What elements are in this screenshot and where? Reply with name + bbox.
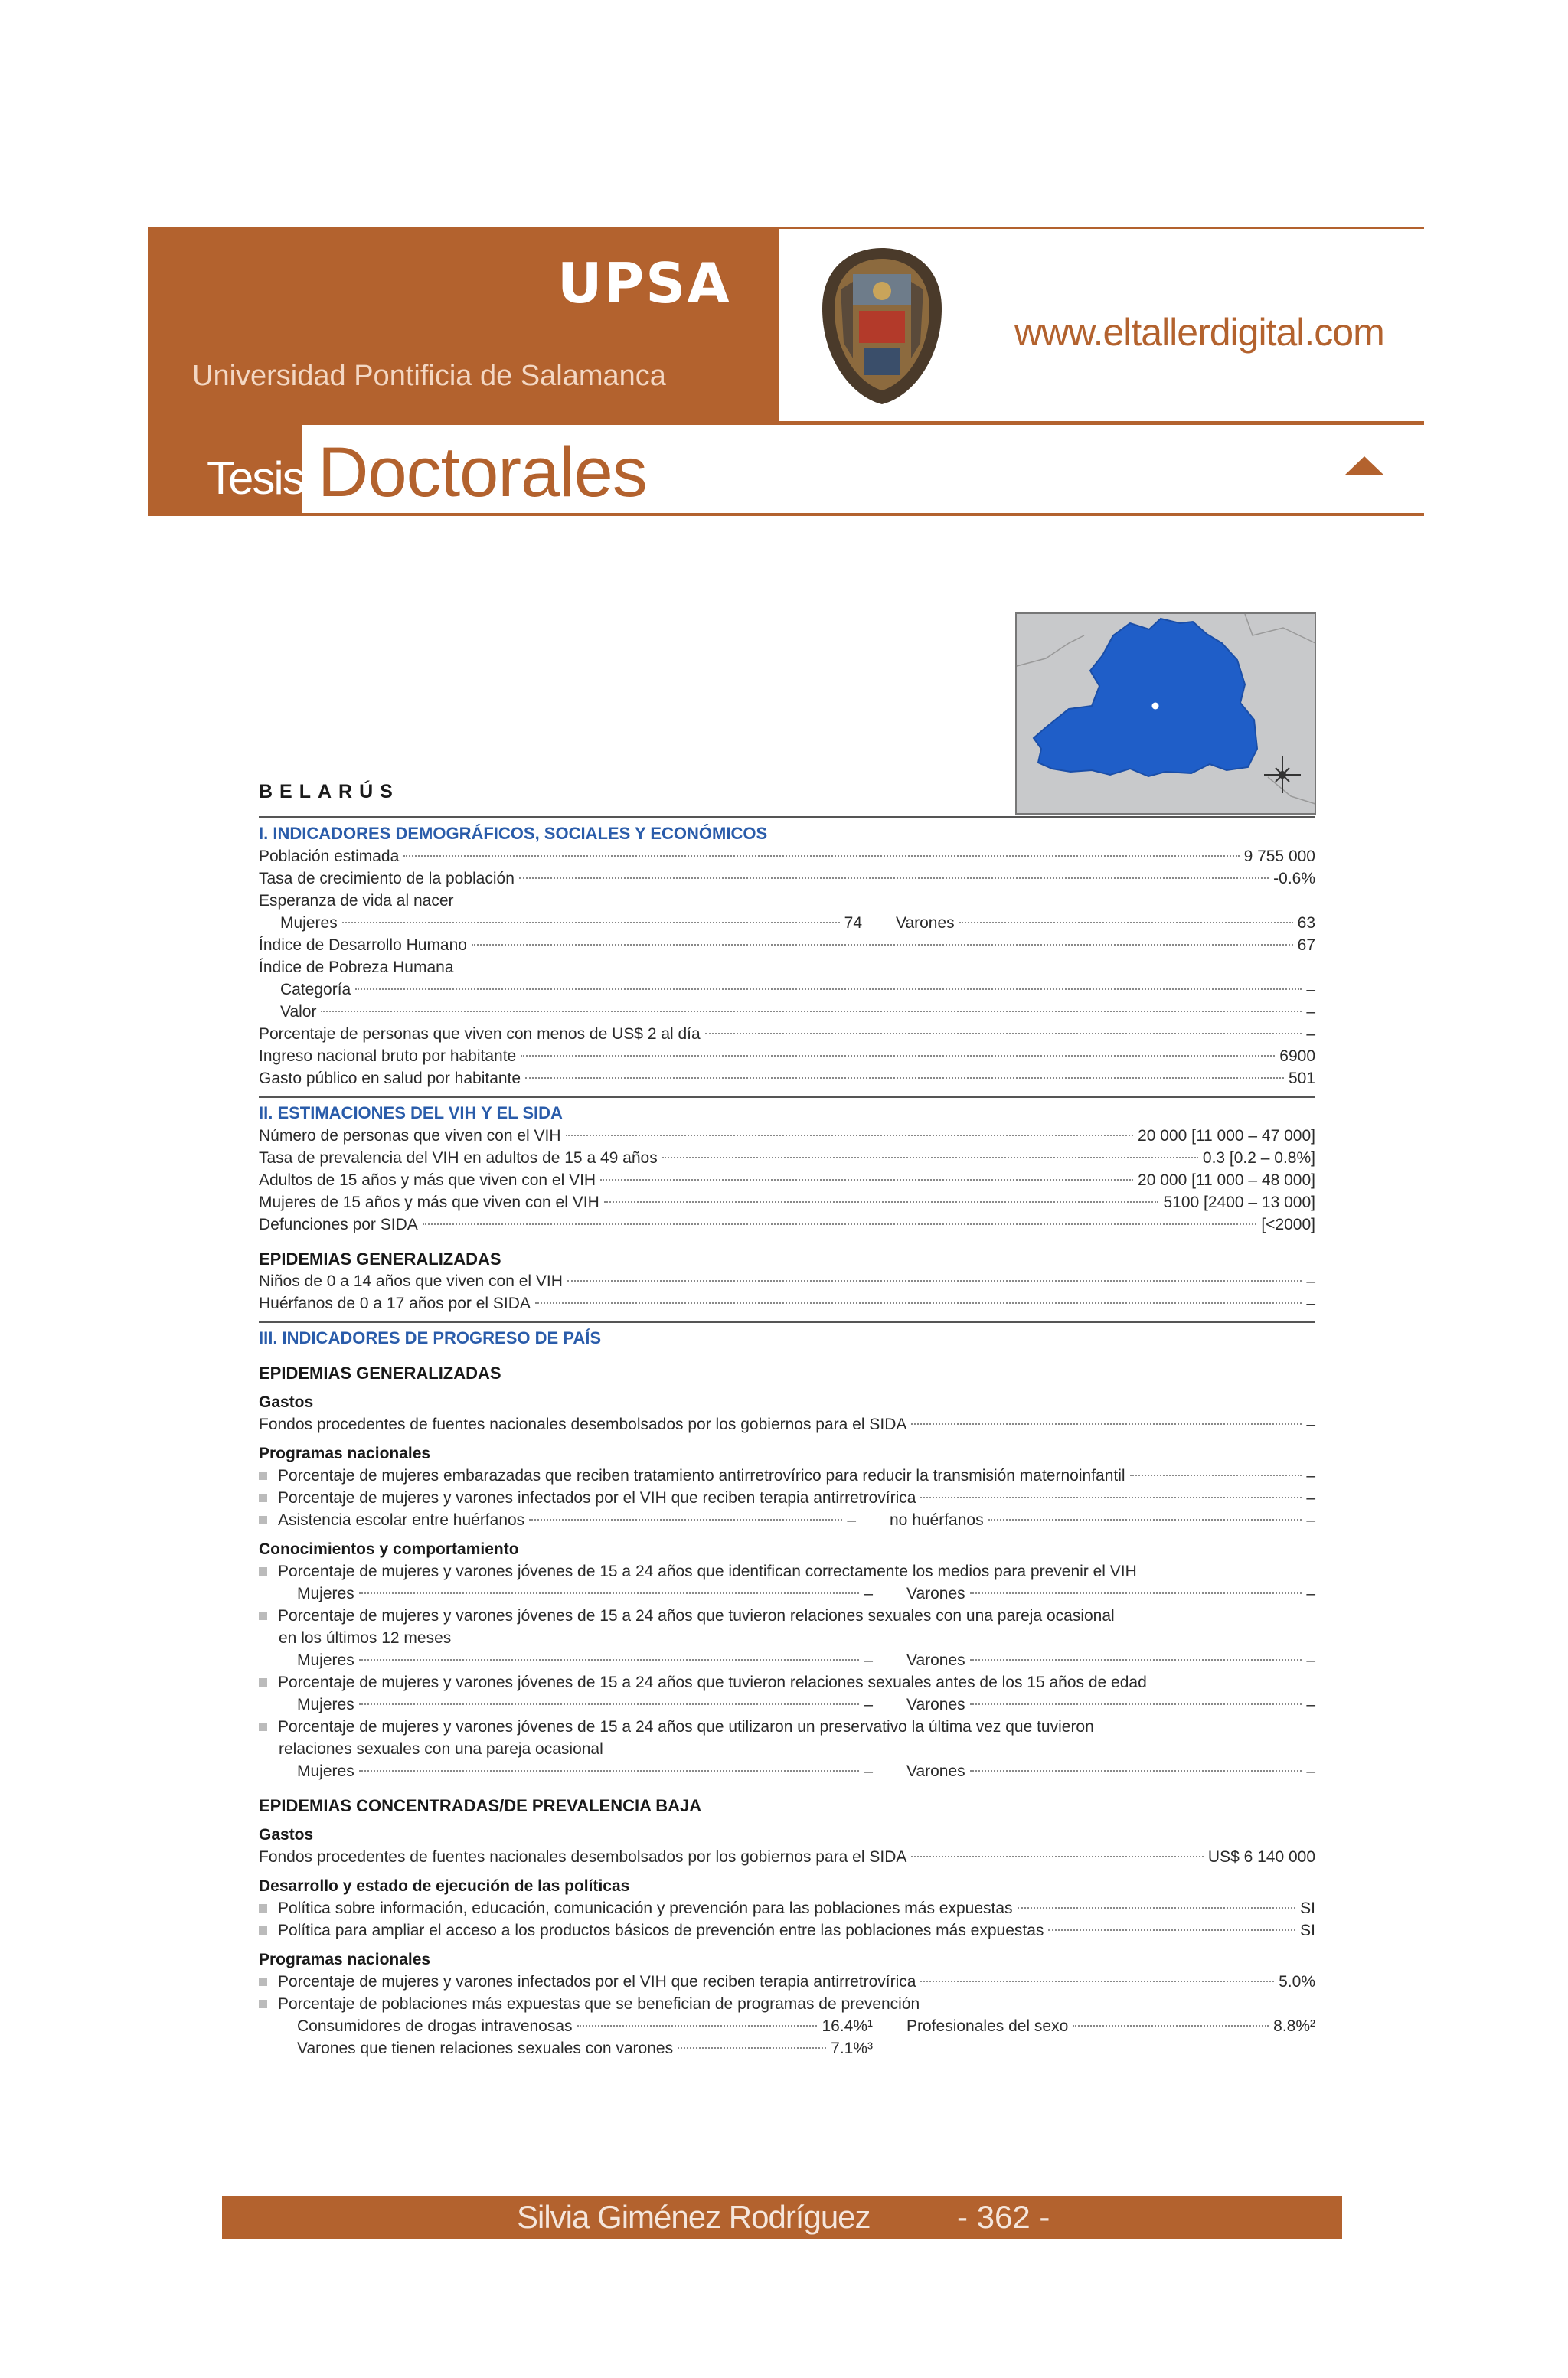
indicator-row — [259, 1270, 1315, 1292]
indicator-value: 5100 [2400 – 13 000] — [1163, 1194, 1315, 1211]
leader-dots — [321, 1011, 1302, 1012]
footer-bar — [222, 2196, 1342, 2239]
section-title: III. INDICADORES DE PROGRESO DE PAÍS — [259, 1328, 601, 1347]
indicator-row — [259, 1213, 1315, 1236]
indicator-row — [259, 1649, 1315, 1671]
bullet-icon — [259, 1494, 267, 1502]
group-title: Conocimientos y comportamiento — [259, 1540, 519, 1558]
leader-dots — [423, 1223, 1257, 1225]
header-top-rule — [779, 227, 1424, 229]
indicator-half — [297, 2015, 873, 2037]
indicator-half — [297, 2037, 873, 2060]
indicator-label: Porcentaje de mujeres y varones jóvenes de 15 a 24 años que utilizaron un preservativo la última vez que tuvieron — [278, 1718, 1094, 1736]
indicator-half — [890, 1509, 1315, 1531]
indicator-label: Política para ampliar el acceso a los productos básicos de prevención entre las poblaciones más expuestas — [278, 1922, 1044, 1939]
indicator-label: Varones — [906, 1651, 965, 1669]
indicator-label: Profesionales del sexo — [906, 2017, 1069, 2035]
indicator-half — [906, 1694, 1315, 1716]
indicator-value: 7.1%³ — [831, 2040, 873, 2057]
indicator-value: 501 — [1288, 1070, 1315, 1087]
indicator-value: – — [1306, 1511, 1315, 1529]
indicator-value: 16.4%¹ — [822, 2017, 873, 2035]
indicator-label: Varones — [906, 1696, 965, 1713]
country-report — [259, 781, 1315, 2060]
indicator-label: no huérfanos — [890, 1511, 984, 1529]
leader-dots — [970, 1592, 1302, 1594]
indicator-row — [259, 1971, 1315, 1993]
indicator-value: – — [1306, 1489, 1315, 1507]
indicator-value: – — [864, 1651, 873, 1669]
indicator-value: – — [1306, 1295, 1315, 1312]
country-name: BELARÚS — [259, 781, 400, 802]
indicator-half — [280, 912, 862, 934]
leader-dots — [678, 2047, 826, 2049]
leader-dots — [519, 877, 1269, 879]
indicator-label: Fondos procedentes de fuentes nacionales desembolsados por los gobiernos para el SIDA — [259, 1416, 907, 1433]
indicator-value: 63 — [1297, 914, 1315, 932]
upsa-logo: UPSA — [557, 251, 731, 315]
leader-dots — [970, 1703, 1302, 1705]
bullet-icon — [259, 1978, 267, 1986]
indicator-value: – — [1306, 1272, 1315, 1290]
indicator-value: – — [1306, 1003, 1315, 1021]
indicator-label: Varones — [896, 914, 955, 932]
indicator-label: Porcentaje de mujeres y varones infectados por el VIH que reciben terapia antirretrovírica — [278, 1973, 916, 1991]
indicator-value: 20 000 [11 000 – 48 000] — [1138, 1171, 1315, 1189]
indicator-half — [297, 1760, 873, 1782]
university-crest-icon — [813, 243, 951, 408]
author-name: Silvia Giménez Rodríguez — [517, 2199, 871, 2235]
leader-dots — [970, 1770, 1302, 1772]
leader-dots — [604, 1201, 1159, 1203]
indicator-half — [906, 1760, 1315, 1782]
indicator-label: Ingreso nacional bruto por habitante — [259, 1047, 517, 1065]
leader-dots — [359, 1703, 860, 1705]
indicator-label: Huérfanos de 0 a 17 años por el SIDA — [259, 1295, 531, 1312]
indicator-row — [259, 1169, 1315, 1191]
leader-dots — [920, 1981, 1274, 1982]
indicator-row — [259, 1583, 1315, 1605]
indicator-half — [297, 1694, 873, 1716]
leader-dots — [970, 1659, 1302, 1661]
leader-dots — [1018, 1907, 1296, 1909]
leader-dots — [566, 1135, 1133, 1136]
header-middle-rule — [148, 421, 1424, 425]
indicator-label: Defunciones por SIDA — [259, 1216, 418, 1233]
indicator-row — [259, 934, 1315, 956]
leader-dots — [600, 1179, 1133, 1181]
indicator-label: Mujeres — [297, 1585, 354, 1602]
leader-dots — [355, 988, 1302, 990]
indicator-label: Política sobre información, educación, comunicación y prevención para las poblaciones más expuestas — [278, 1899, 1013, 1917]
indicator-label: Mujeres — [297, 1762, 354, 1780]
leader-dots — [521, 1055, 1275, 1057]
group-title: Gastos — [259, 1826, 314, 1844]
indicator-row — [259, 2015, 1315, 2037]
indicator-row — [259, 1023, 1315, 1045]
page-number: - 362 - — [957, 2199, 1050, 2235]
leader-dots — [535, 1302, 1302, 1304]
indicator-row — [259, 978, 1315, 1001]
indicator-label: Mujeres — [297, 1696, 354, 1713]
group-title: Gastos — [259, 1393, 314, 1411]
indicator-value: – — [1306, 1025, 1315, 1043]
indicator-text: en los últimos 12 meses — [279, 1629, 452, 1647]
leader-dots — [403, 855, 1239, 857]
indicator-label: Mujeres — [297, 1651, 354, 1669]
indicator-value: 8.8%² — [1273, 2017, 1315, 2035]
indicator-label: Tasa de crecimiento de la población — [259, 870, 514, 887]
indicator-label: Porcentaje de mujeres embarazadas que reciben tratamiento antirretrovírico para reducir la transmisión maternoinfantil — [278, 1467, 1125, 1485]
leader-dots — [1130, 1475, 1302, 1476]
indicator-value: – — [864, 1762, 873, 1780]
indicator-row — [259, 1045, 1315, 1067]
indicator-value: [<2000] — [1261, 1216, 1315, 1233]
indicator-value: 0.3 [0.2 – 0.8%] — [1202, 1149, 1315, 1167]
divider — [259, 816, 1315, 818]
indicator-row — [259, 1001, 1315, 1023]
indicator-row — [259, 1487, 1315, 1509]
divider — [259, 1096, 1315, 1098]
section-title: II. ESTIMACIONES DEL VIH Y EL SIDA — [259, 1103, 563, 1122]
indicator-label: Porcentaje de mujeres y varones jóvenes de 15 a 24 años que tuvieron relaciones sexuales antes de los 15 años de edad — [278, 1674, 1147, 1691]
leader-dots — [662, 1157, 1198, 1158]
indicator-value: – — [864, 1696, 873, 1713]
indicator-value: – — [847, 1511, 856, 1529]
indicator-row — [259, 912, 1315, 934]
indicator-value: – — [1306, 981, 1315, 998]
leader-dots — [920, 1497, 1302, 1498]
indicator-label: Mujeres — [280, 914, 338, 932]
leader-dots — [988, 1519, 1302, 1521]
indicator-value: – — [1306, 1416, 1315, 1433]
indicator-value: – — [1306, 1696, 1315, 1713]
subsection-title: EPIDEMIAS CONCENTRADAS/DE PREVALENCIA BAJA — [259, 1796, 702, 1815]
indicator-half — [896, 912, 1315, 934]
indicator-value: 5.0% — [1279, 1973, 1315, 1991]
section-title: I. INDICADORES DEMOGRÁFICOS, SOCIALES Y ECONÓMICOS — [259, 824, 768, 843]
section-tab-label: Tesis — [207, 452, 304, 504]
indicator-label: Porcentaje de mujeres y varones jóvenes de 15 a 24 años que identifican correctamente los medios para prevenir el VIH — [278, 1563, 1137, 1580]
header-bottom-rule — [148, 513, 1424, 516]
indicator-text: relaciones sexuales con una pareja ocasional — [279, 1740, 603, 1758]
leader-dots — [525, 1077, 1284, 1079]
bullet-icon — [259, 2000, 267, 2008]
leader-dots — [359, 1659, 860, 1661]
bullet-icon — [259, 1567, 267, 1576]
indicator-label: Porcentaje de poblaciones más expuestas que se benefician de programas de prevención — [278, 1995, 920, 2013]
indicator-value: – — [1306, 1467, 1315, 1485]
indicator-label: Índice de Desarrollo Humano — [259, 936, 467, 954]
indicator-group-label: Índice de Pobreza Humana — [259, 959, 454, 976]
indicator-label: Porcentaje de personas que viven con menos de US$ 2 al día — [259, 1025, 701, 1043]
indicator-value: 6900 — [1279, 1047, 1315, 1065]
indicator-label: Fondos procedentes de fuentes nacionales desembolsados por los gobiernos para el SIDA — [259, 1848, 907, 1866]
indicator-half — [906, 1583, 1315, 1605]
indicator-row — [259, 1067, 1315, 1089]
indicator-label: Porcentaje de mujeres y varones jóvenes de 15 a 24 años que tuvieron relaciones sexuales con una pareja ocasional — [278, 1607, 1115, 1625]
indicator-value: SI — [1300, 1899, 1315, 1917]
indicator-text — [259, 1560, 1315, 1583]
indicator-half — [906, 2015, 1315, 2037]
indicator-half — [906, 1649, 1315, 1671]
group-title: Programas nacionales — [259, 1951, 431, 1968]
indicator-label: Consumidores de drogas intravenosas — [297, 2017, 573, 2035]
indicator-half — [297, 1649, 873, 1671]
indicator-value: US$ 6 140 000 — [1207, 1848, 1315, 1866]
indicator-row — [259, 1125, 1315, 1147]
section-title: Doctorales — [318, 433, 647, 511]
indicator-value: 20 000 [11 000 – 47 000] — [1138, 1127, 1315, 1145]
leader-dots — [911, 1856, 1204, 1857]
leader-dots — [959, 922, 1293, 923]
indicator-label: Varones que tienen relaciones sexuales con varones — [297, 2040, 674, 2057]
indicator-value: -0.6% — [1273, 870, 1315, 887]
indicator-row — [259, 1919, 1315, 1942]
website-link[interactable]: www.eltallerdigital.com — [1014, 311, 1384, 354]
scroll-up-arrow-icon[interactable] — [1345, 456, 1383, 475]
indicator-text — [259, 1671, 1315, 1694]
leader-dots — [1048, 1929, 1295, 1931]
indicator-text — [259, 1993, 1315, 2015]
indicator-value: – — [1306, 1762, 1315, 1780]
leader-dots — [359, 1592, 860, 1594]
indicator-value: SI — [1300, 1922, 1315, 1939]
group-title: Desarrollo y estado de ejecución de las políticas — [259, 1877, 630, 1895]
indicator-value: 67 — [1297, 936, 1315, 954]
indicator-value: 74 — [844, 914, 862, 932]
indicator-label: Gasto público en salud por habitante — [259, 1070, 521, 1087]
indicator-label: Población estimada — [259, 848, 400, 865]
indicator-label: Niños de 0 a 14 años que viven con el VIH — [259, 1272, 563, 1290]
leader-dots — [577, 2025, 818, 2027]
indicator-label: Número de personas que viven con el VIH — [259, 1127, 561, 1145]
indicator-label: Asistencia escolar entre huérfanos — [278, 1511, 525, 1529]
indicator-half — [259, 1509, 856, 1531]
indicator-row — [259, 1694, 1315, 1716]
leader-dots — [705, 1033, 1302, 1034]
indicator-label: Tasa de prevalencia del VIH en adultos de 15 a 49 años — [259, 1149, 658, 1167]
indicator-label: Mujeres de 15 años y más que viven con el VIH — [259, 1194, 599, 1211]
indicator-group-label: Esperanza de vida al nacer — [259, 892, 454, 910]
indicator-row — [259, 1897, 1315, 1919]
leader-dots — [359, 1770, 860, 1772]
indicator-value: – — [864, 1585, 873, 1602]
indicator-half — [297, 1583, 873, 1605]
university-name: Universidad Pontificia de Salamanca — [192, 360, 666, 392]
bullet-icon — [259, 1472, 267, 1480]
leader-dots — [342, 922, 840, 923]
indicator-row — [259, 1846, 1315, 1868]
indicator-text — [259, 1716, 1315, 1738]
indicator-text — [259, 1605, 1315, 1627]
indicator-row — [259, 1760, 1315, 1782]
indicator-row — [259, 1292, 1315, 1315]
indicator-row — [259, 1147, 1315, 1169]
indicator-row — [259, 1465, 1315, 1487]
indicator-row — [259, 867, 1315, 890]
indicator-row — [259, 1191, 1315, 1213]
indicator-row — [259, 845, 1315, 867]
indicator-label: Varones — [906, 1762, 965, 1780]
indicator-label: Porcentaje de mujeres y varones infectados por el VIH que reciben terapia antirretrovírica — [278, 1489, 916, 1507]
indicator-label: Categoría — [280, 981, 351, 998]
indicator-value: – — [1306, 1651, 1315, 1669]
leader-dots — [472, 944, 1293, 946]
indicator-value: – — [1306, 1585, 1315, 1602]
indicator-label: Varones — [906, 1585, 965, 1602]
bullet-icon — [259, 1723, 267, 1731]
indicator-label: Valor — [280, 1003, 317, 1021]
bullet-icon — [259, 1612, 267, 1620]
leader-dots — [911, 1423, 1302, 1425]
bullet-icon — [259, 1678, 267, 1687]
group-title: Programas nacionales — [259, 1445, 431, 1462]
indicator-row — [259, 1509, 1315, 1531]
leader-dots — [567, 1280, 1302, 1282]
indicator-row — [259, 1413, 1315, 1436]
subsection-title: EPIDEMIAS GENERALIZADAS — [259, 1364, 501, 1383]
indicator-label: Adultos de 15 años y más que viven con el VIH — [259, 1171, 596, 1189]
leader-dots — [1073, 2025, 1269, 2027]
bullet-icon — [259, 1904, 267, 1913]
bullet-icon — [259, 1516, 267, 1524]
divider — [259, 1321, 1315, 1323]
subsection-title: EPIDEMIAS GENERALIZADAS — [259, 1249, 501, 1269]
indicator-row — [259, 2037, 1315, 2060]
indicator-value: 9 755 000 — [1243, 848, 1315, 865]
bullet-icon — [259, 1926, 267, 1935]
leader-dots — [529, 1519, 842, 1521]
